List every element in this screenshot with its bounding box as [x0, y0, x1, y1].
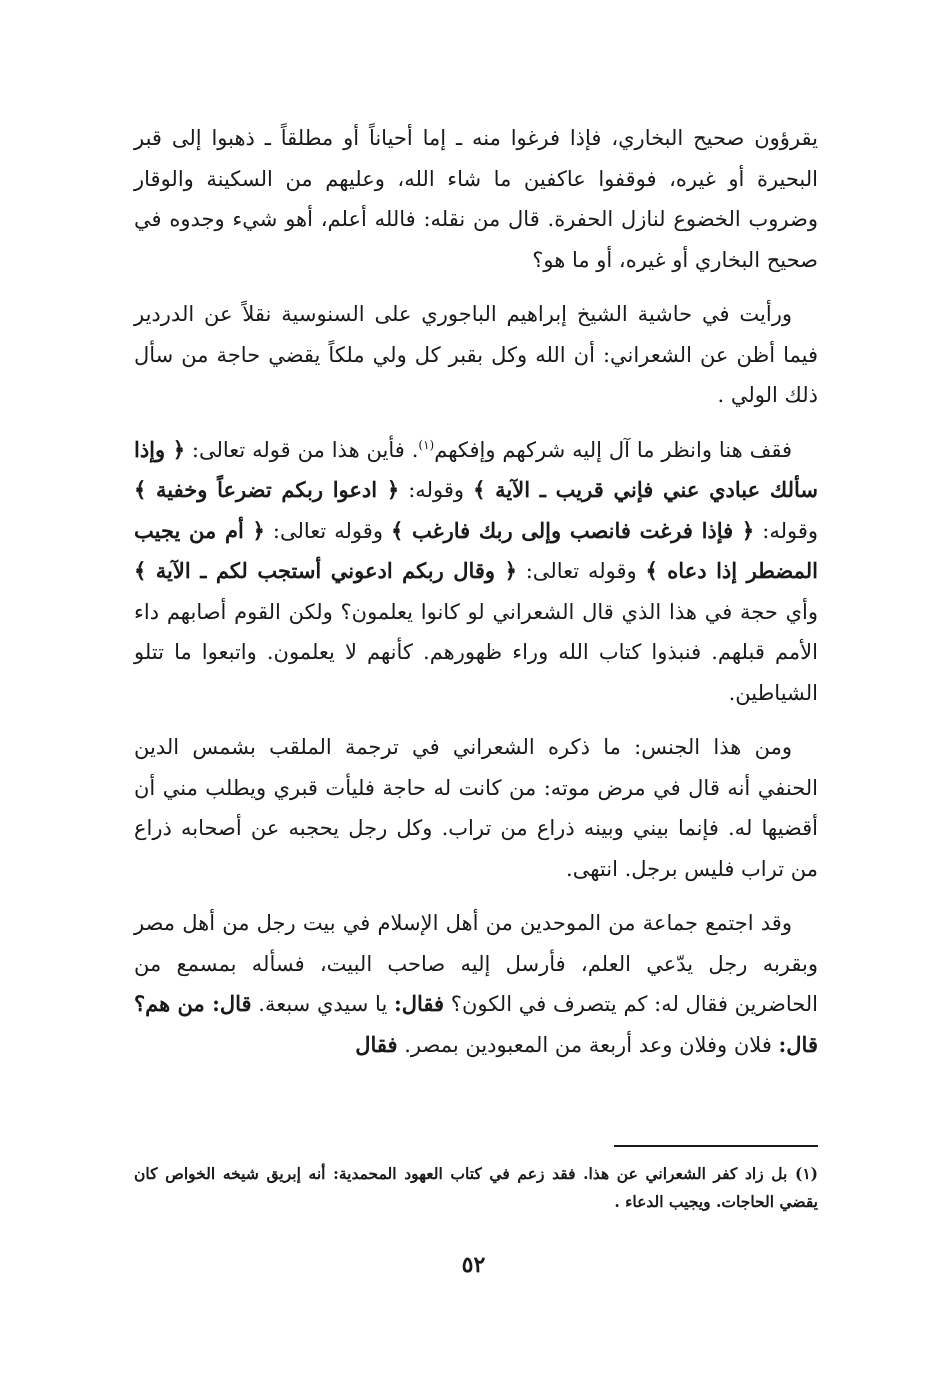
paragraph-5-bold-a: فقال: — [394, 991, 445, 1016]
footnote-reference: (١) — [418, 437, 435, 452]
paragraph-5-text-c: فلان وفلان وعد أربعة من المعبودين بمصر. — [397, 1032, 779, 1057]
paragraph-2-text: ورأيت في حاشية الشيخ إبراهيم الباجوري على السنوسية نقلاً عن الدردير فيما أظن عن الشعراني: أن الله وكل بقبر كل ولي ملكاً يقضي حاجة من سأل ذلك الولي . — [134, 302, 818, 407]
paragraph-3-text-a: فقف هنا وانظر ما آل إليه شركهم وإفكهم — [434, 437, 792, 462]
paragraph-5-text-b: يا سيدي سبعة. — [251, 992, 395, 1016]
paragraph-3-text-g: وأي حجة في هذا الذي قال الشعراني لو كانوا يعلمون؟ ولكن القوم أصابهم داء الأمم قبلهم. فنبذوا كتاب الله وراء ظهورهم. كأنهم لا يعلمون. واتبعوا ما تتلو الشياطين. — [134, 599, 818, 705]
footnote — [134, 1160, 818, 1216]
paragraph-3-text-e: وقوله تعالى: — [264, 518, 392, 543]
paragraph-4-text: ومن هذا الجنس: ما ذكره الشعراني في ترجمة الملقب بشمس الدين الحنفي أنه قال في مرض موته: من كانت له حاجة فليأت قبري ويطلب مني أن أقضيها له. فإنما بيني وبينه ذراع من تراب. وكل رجل يحجبه عن أصحابه ذراع من تراب فليس برجل. انتهى. — [134, 735, 818, 881]
paragraph-3-text-c: وقوله: — [399, 478, 474, 502]
main-text — [134, 118, 818, 1079]
paragraph-1 — [134, 118, 818, 280]
paragraph-2 — [134, 294, 818, 416]
paragraph-3-text-b: . فأين هذا من قوله تعالى: — [185, 437, 419, 462]
paragraph-3-text-f: وقوله تعالى: — [516, 559, 646, 583]
footnote-text: (١) بل زاد كفر الشعراني عن هذا. فقد زعم في كتاب العهود المحمدية: أنه إبريق شيخه الخواص كان يقضي الحاجات. ويجيب الدعاء . — [134, 1164, 818, 1211]
paragraph-5 — [134, 903, 818, 1065]
quran-verse-1: ﴿ وإذا سألك عبادي عني فإني قريب ـ الآية ﴾ — [134, 436, 818, 502]
quran-verse-4: ﴿ أم من يجيب المضطر إذا دعاه ﴾ — [134, 517, 818, 583]
paragraph-5-bold-c: فقال — [355, 1031, 398, 1057]
paragraph-5-bold-b: قال: من هم؟ قال: — [134, 991, 818, 1057]
quran-verse-2: ﴿ ادعوا ربكم تضرعاً وخفية ﴾ — [134, 477, 400, 502]
paragraph-1-text: يقرؤون صحيح البخاري، فإذا فرغوا منه ـ إما أحياناً أو مطلقاً ـ ذهبوا إلى قبر البحيرة أو غيره، فوقفوا عاكفين ما شاء الله، وعليهم من السكينة والوقار وضروب الخضوع لنازل الحفرة. قال من نقله: فالله أعلم، أهو شيء وجدوه في صحيح البخاري أو غيره، أو ما هو؟ — [134, 126, 818, 272]
page-number: ٥٢ — [461, 1252, 486, 1278]
paragraph-3 — [134, 430, 818, 714]
footnote-divider — [614, 1145, 818, 1147]
quran-verse-3: ﴿ فإذا فرغت فانصب وإلى ربك فارغب ﴾ — [391, 517, 755, 543]
paragraph-4 — [134, 727, 818, 889]
paragraph-5-text-a: وقد اجتمع جماعة من الموحدين من أهل الإسلام في بيت رجل من أهل مصر وبقربه رجل يدّعي العلم، فأرسل إليه صاحب البيت، فسأله بمسمع من الحاضرين فقال له: كم يتصرف في الكون؟ — [134, 911, 819, 1016]
paragraph-3-text-d: وقوله: — [754, 518, 819, 543]
quran-verse-5: ﴿ وقال ربكم ادعوني أستجب لكم ـ الآية ﴾ — [134, 558, 517, 583]
